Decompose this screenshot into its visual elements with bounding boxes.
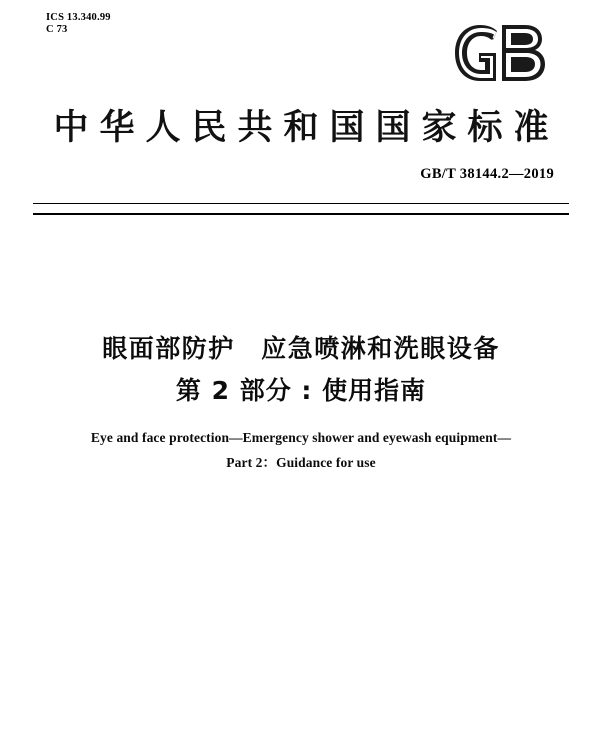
ics-code: ICS 13.340.99 (46, 12, 111, 23)
divider-top (33, 203, 569, 204)
document-title-en (0, 425, 602, 475)
document-title-en-line1: Eye and face protection—Emergency shower and eyewash equipment— (90, 430, 512, 445)
classification-code: C 73 (46, 24, 68, 35)
document-title-cn-line1: 眼面部防护 应急喷淋和洗眼设备 (102, 334, 500, 363)
standard-number: GB/T 38144.2—2019 (420, 166, 554, 182)
document-title-cn-line2: 第 2 部分 : 使用指南 (175, 376, 427, 405)
document-title-en-line2: Part 2：Guidance for use (226, 455, 376, 470)
classification-codes (46, 12, 111, 36)
document-title-cn (0, 328, 602, 412)
page-title: 中华人民共和国国家标准 (53, 108, 560, 148)
divider-bottom (33, 213, 569, 215)
gb-emblem-icon (450, 22, 554, 84)
